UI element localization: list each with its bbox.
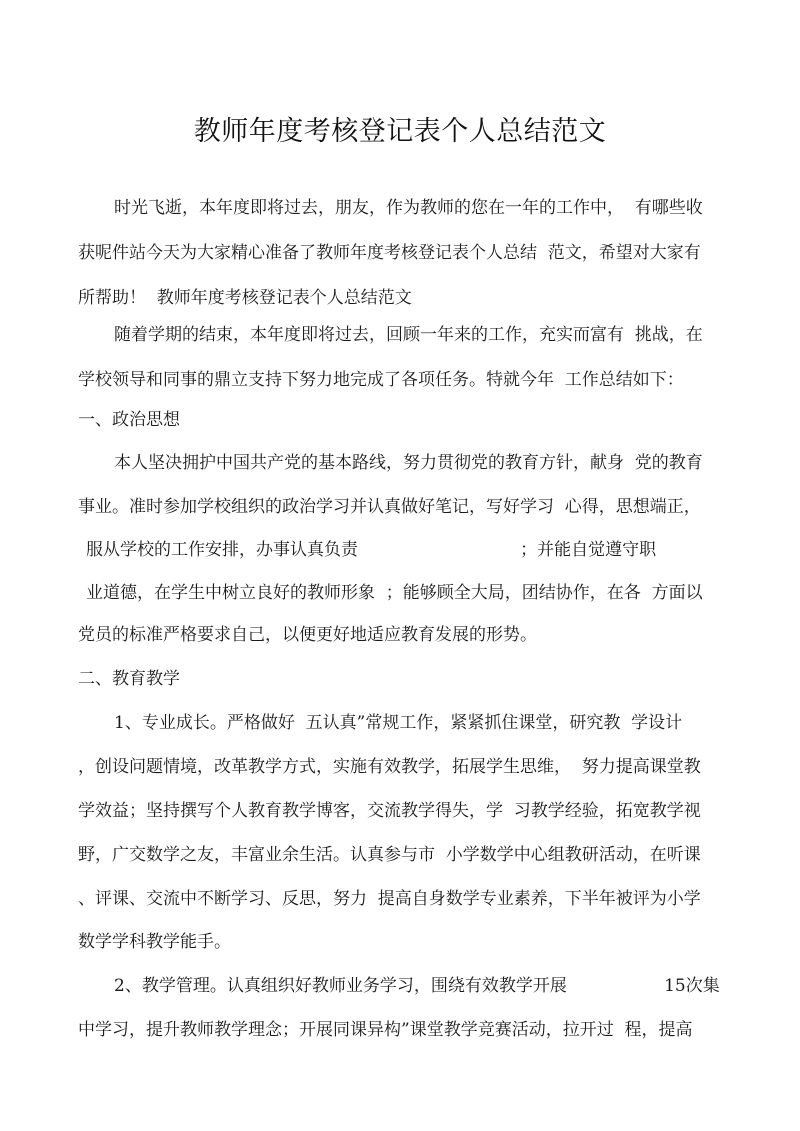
document-title: 教师年度考核登记表个人总结范文 xyxy=(193,116,607,147)
paragraph-line: 2、教学管理。认真组织好教师业务学习，围绕有效教学开展 15次集 xyxy=(114,976,720,996)
paragraph-line: ，创设问题情境，改革教学方式，实施有效教学，拓展学生思维， 努力提高课堂教 xyxy=(78,757,701,777)
paragraph-line: 获呢件站今天为大家精心准备了教师年度考核登记表个人总结 范文，希望对大家有 xyxy=(78,243,701,263)
section-heading: 一、政治思想 xyxy=(78,410,180,430)
paragraph-line: 时光飞逝，本年度即将过去，朋友，作为教师的您在一年的工作中， 有哪些收 xyxy=(114,198,703,218)
paragraph-line: 随着学期的结束，本年度即将过去，回顾一年来的工作，充实而富有 挑战，在 xyxy=(114,325,703,345)
paragraph-line: 事业。准时参加学校组织的政治学习并认真做好笔记，写好学习 心得，思想端正， xyxy=(78,497,701,517)
paragraph-line: 、评课、交流中不断学习、反思，努力 提高自身数学专业素养，下半年被评为小学 xyxy=(78,889,701,909)
section-heading: 二、教育教学 xyxy=(78,669,180,689)
paragraph-line: 中学习，提升教师教学理念；开展同课异构”课堂教学竞赛活动，拉开过 程，提高 xyxy=(78,1020,693,1040)
paragraph-line: 党员的标准严格要求自己，以便更好地适应教育发展的形势。 xyxy=(78,625,537,645)
paragraph-line: 数学学科教学能手。 xyxy=(78,932,231,952)
paragraph-line: 本人坚决拥护中国共产党的基本路线，努力贯彻党的教育方针，献身 党的教育 xyxy=(114,453,703,473)
paragraph-line: 1、专业成长。严格做好 五认真”常规工作，紧紧抓住课堂，研究教 学设计 xyxy=(114,713,683,733)
paragraph-line: 学效益；坚持撰写个人教育教学博客，交流教学得失，学 习教学经验，拓宽教学视 xyxy=(78,801,701,821)
paragraph-line: 学校领导和同事的鼎立支持下努力地完成了各项任务。特就今年 工作总结如下： xyxy=(78,370,684,390)
paragraph-line: 所帮助！ 教师年度考核登记表个人总结范文 xyxy=(78,288,412,308)
paragraph-line: 业道德，在学生中树立良好的教师形象 ；能够顾全大局，团结协作，在各 方面以 xyxy=(86,583,703,603)
paragraph-line: 野，广交数学之友，丰富业余生活。认真参与市 小学数学中心组教研活动，在听课 xyxy=(78,845,701,865)
paragraph-line: 服从学校的工作安排，办事认真负责 ；并能自觉遵守职 xyxy=(86,540,657,560)
